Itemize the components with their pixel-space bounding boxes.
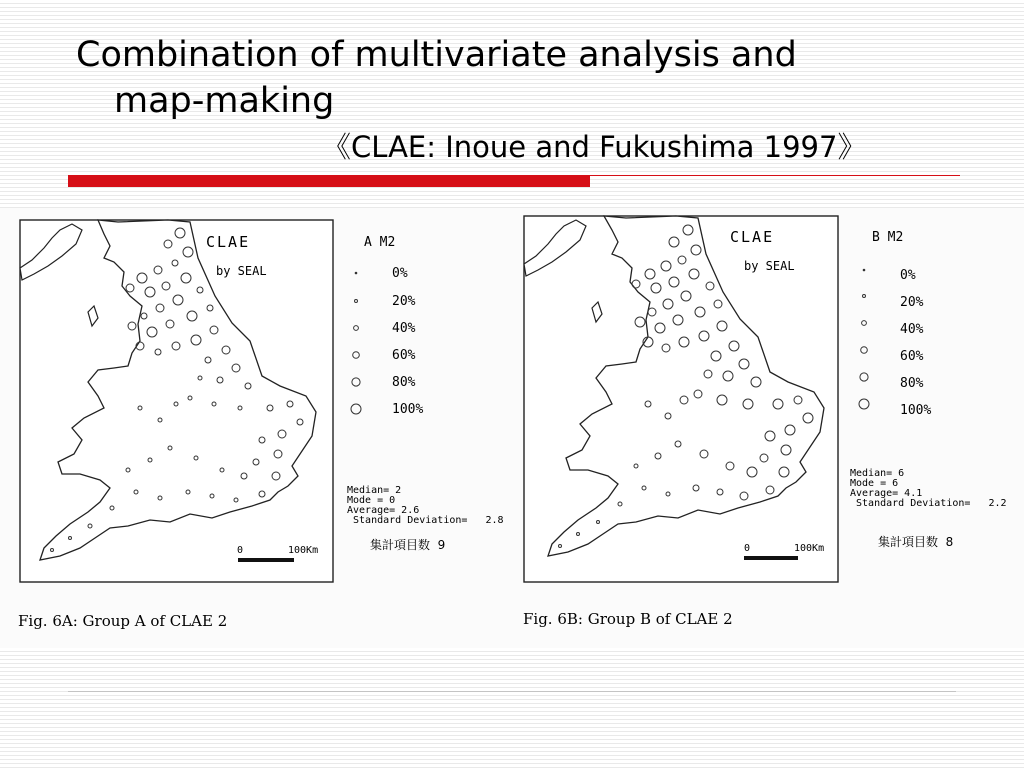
legend-label: 20% bbox=[392, 294, 416, 309]
stat-line: Mode = 6 bbox=[850, 478, 899, 489]
legend-label: 0% bbox=[900, 268, 916, 283]
map-subtitle: by SEAL bbox=[216, 264, 267, 278]
figure-6a-svg bbox=[0, 208, 516, 648]
figure-6b-svg bbox=[516, 208, 1024, 648]
stat-line: Average= 4.1 bbox=[850, 488, 923, 499]
stat-line: Median= 2 bbox=[347, 485, 402, 496]
scale-bar bbox=[238, 558, 294, 562]
legend-label: 100% bbox=[900, 403, 932, 418]
map-subtitle: by SEAL bbox=[744, 259, 795, 273]
scale-end: 100Km bbox=[794, 543, 825, 554]
figure-6b bbox=[516, 208, 1024, 648]
legend-symbols bbox=[351, 272, 361, 414]
legend-label: 40% bbox=[392, 321, 416, 336]
legend-label: 60% bbox=[392, 348, 416, 363]
scale-bar bbox=[744, 556, 798, 560]
map-title: CLAE bbox=[730, 228, 775, 246]
figure-caption: Fig. 6B: Group B of CLAE 2 bbox=[523, 610, 733, 628]
slide-title bbox=[76, 32, 976, 124]
stat-line: Standard Deviation= 2.8 bbox=[347, 515, 504, 526]
scale-start: 0 bbox=[744, 543, 751, 554]
legend-label: 80% bbox=[392, 375, 416, 390]
figure-caption: Fig. 6A: Group A of CLAE 2 bbox=[18, 612, 228, 630]
items-count-label: 集計項目数 9 bbox=[370, 538, 446, 552]
stat-line: Median= 6 bbox=[850, 468, 905, 479]
legend-heading: A M2 bbox=[364, 235, 396, 250]
legend-symbols bbox=[859, 269, 869, 409]
legend-label: 100% bbox=[392, 402, 424, 417]
footer-rule bbox=[68, 691, 956, 692]
legend-label: 20% bbox=[900, 295, 924, 310]
accent-rule bbox=[590, 175, 960, 176]
legend-label: 80% bbox=[900, 376, 924, 391]
slide-subtitle: 《CLAE: Inoue and Fukushima 1997》 bbox=[322, 130, 867, 164]
legend-heading: B M2 bbox=[872, 230, 904, 245]
map-title: CLAE bbox=[206, 233, 251, 251]
stat-line: Standard Deviation= 2.2 bbox=[850, 498, 1007, 509]
stat-line: Average= 2.6 bbox=[347, 505, 420, 516]
title-line-1: Combination of multivariate analysis and bbox=[76, 35, 797, 75]
legend-label: 60% bbox=[900, 349, 924, 364]
items-count-label: 集計項目数 8 bbox=[878, 535, 954, 549]
legend-label: 40% bbox=[900, 322, 924, 337]
title-line-2: map-making bbox=[114, 81, 335, 121]
accent-bar bbox=[68, 175, 590, 187]
legend-label: 0% bbox=[392, 266, 408, 281]
scale-start: 0 bbox=[237, 545, 244, 556]
scale-end: 100Km bbox=[288, 545, 319, 556]
figure-6a bbox=[0, 208, 516, 648]
stat-line: Mode = 0 bbox=[347, 495, 396, 506]
